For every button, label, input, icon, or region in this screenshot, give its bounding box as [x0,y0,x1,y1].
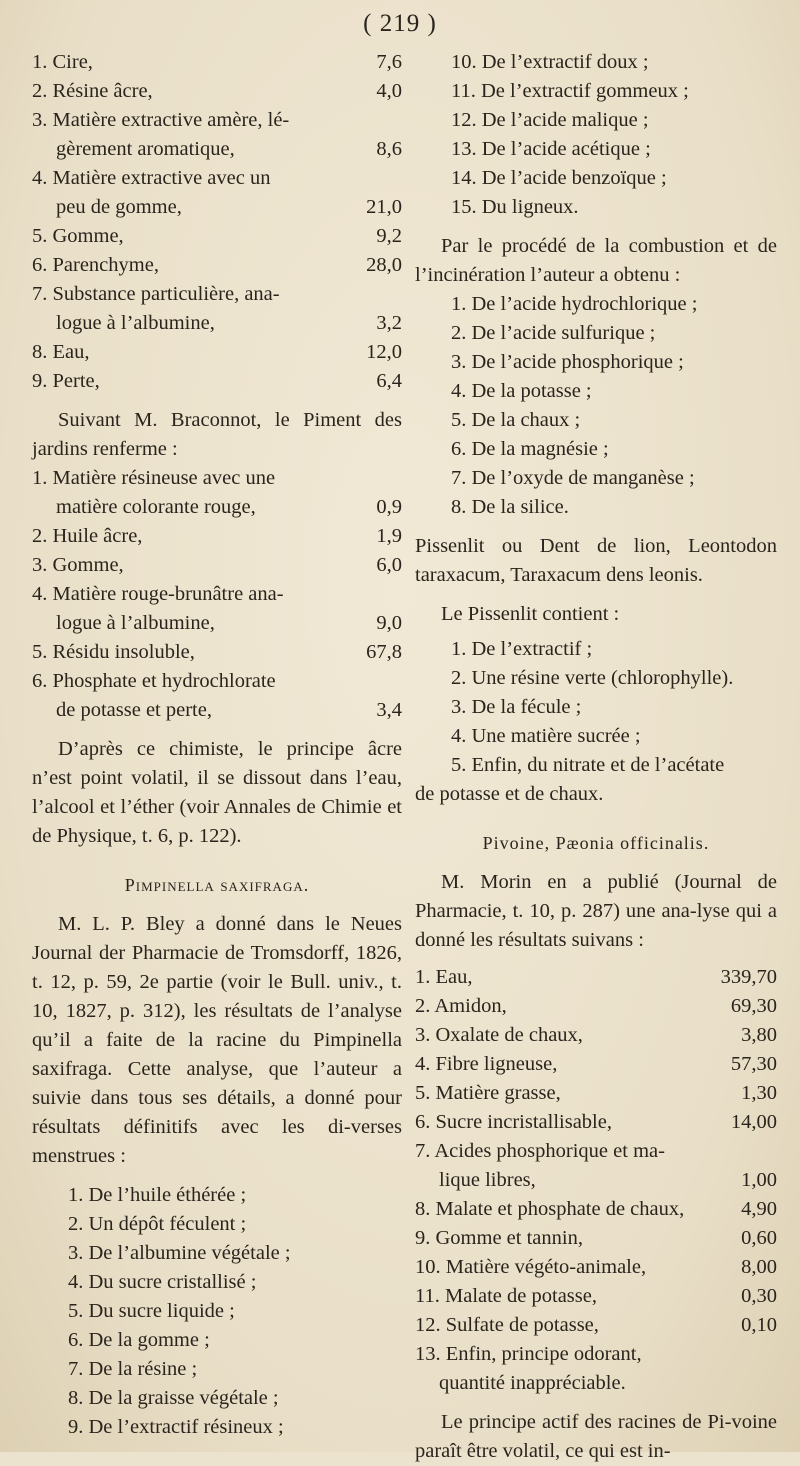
piment-label: 2. Huile âcre, [32,525,143,547]
pivoine-label: lique libres, [439,1169,536,1191]
piment-label: 5. Résidu insoluble, [32,641,195,663]
piment-value: 1,9 [376,525,402,547]
capsicum-value: 7,6 [376,51,402,73]
incineration-item: 7. De l’oxyde de manganèse ; [451,467,695,489]
pivoine-label: 4. Fibre ligneuse, [415,1053,558,1075]
piment-row [32,609,402,638]
incineration-item: 4. De la potasse ; [451,380,592,402]
pimpinella-item: 1. De l’huile éthérée ; [68,1184,247,1206]
capsicum-row [32,251,402,280]
pivoine-row [415,1369,777,1398]
pivoine-value: 3,80 [741,1024,777,1046]
extract-item: 11. De l’extractif gommeux ; [451,80,689,102]
capsicum-row [32,164,402,193]
capsicum-row [32,367,402,396]
incineration-item: 8. De la silice. [451,496,569,518]
pivoine-row [415,1282,777,1311]
incineration-item: 2. De l’acide sulfurique ; [451,322,656,344]
capsicum-label: 8. Eau, [32,341,90,363]
pivoine-row [415,1079,777,1108]
pivoine-label: 10. Matière végéto-animale, [415,1256,647,1278]
capsicum-row [32,106,402,135]
capsicum-label: 1. Cire, [32,51,93,73]
pivoine-label: 7. Acides phosphorique et ma- [415,1140,665,1162]
pimpinella-item: 7. De la résine ; [68,1358,198,1380]
capsicum-row [32,222,402,251]
pissenlit-heading-paragraph: Pissenlit ou Dent de lion, Leontodon taraxacum, Taraxacum dens leonis. [415,535,777,586]
pivoine-value: 0,10 [741,1314,777,1336]
pivoine-row [415,1253,777,1282]
pivoine-label: 9. Gomme et tannin, [415,1227,583,1249]
pivoine-label: 3. Oxalate de chaux, [415,1024,583,1046]
piment-value: 6,0 [376,554,402,576]
pivoine-label: 12. Sulfate de potasse, [415,1314,599,1336]
capsicum-label: 6. Parenchyme, [32,254,159,276]
pivoine-label: 1. Eau, [415,966,473,988]
pivoine-row [415,1224,777,1253]
pivoine-label: 6. Sucre incristallisable, [415,1111,612,1133]
pivoine-value: 339,70 [720,966,777,988]
piment-label: logue à l’albumine, [56,612,215,634]
pivoine-row [415,1108,777,1137]
pimpinella-heading: Pimpinella saxifraga. [124,875,310,895]
capsicum-row [32,193,402,222]
piment-row [32,696,402,725]
capsicum-label: 4. Matière extractive avec un [32,167,271,189]
pivoine-label: 11. Malate de potasse, [415,1285,597,1307]
piment-label: 3. Gomme, [32,554,124,576]
piment-value: 9,0 [376,612,402,634]
pivoine-row [415,1021,777,1050]
continued-results-list [415,48,777,222]
capsicum-value: 9,2 [376,225,402,247]
pissenlit-list [415,635,777,780]
capsicum-label: gèrement aromatique, [56,138,235,160]
pivoine-label: quantité inappréciable. [439,1372,626,1394]
piment-row [32,464,402,493]
piment-label: de potasse et perte, [56,699,212,721]
capsicum-label: 2. Résine âcre, [32,80,153,102]
piment-row [32,580,402,609]
piment-label: matière colorante rouge, [56,496,256,518]
piment-analysis-table [32,464,402,725]
capsicum-value: 3,2 [376,312,402,334]
piment-label: 1. Matière résineuse avec une [32,467,276,489]
pimpinella-item: 3. De l’albumine végétale ; [68,1242,291,1264]
pivoine-value: 0,60 [741,1227,777,1249]
capsicum-row [32,48,402,77]
pivoine-label: 13. Enfin, principe odorant, [415,1343,642,1365]
pivoine-label: 5. Matière grasse, [415,1082,561,1104]
pimpinella-item: 2. Un dépôt féculent ; [68,1213,247,1235]
pivoine-row [415,1311,777,1340]
right-column [415,48,777,1466]
pissenlit-contains-paragraph: Le Pissenlit contient : [441,603,620,625]
pissenlit-item: 4. Une matière sucrée ; [451,725,641,747]
pimpinella-results-list [32,1181,402,1442]
pivoine-label: 2. Amidon, [415,995,507,1017]
braconnot-paragraph: Suivant M. Braconnot, le Piment des jardins renferme : [32,409,402,460]
piment-label: 6. Phosphate et hydrochlorate [32,670,276,692]
capsicum-value: 4,0 [376,80,402,102]
pivoine-value: 69,30 [730,995,777,1017]
pimpinella-item: 5. Du sucre liquide ; [68,1300,235,1322]
piment-row [32,522,402,551]
pivoine-row [415,1340,777,1369]
capsicum-label: 5. Gomme, [32,225,124,247]
capsicum-value: 12,0 [366,341,402,363]
capsicum-label: 3. Matière extractive amère, lé- [32,109,290,131]
pivoine-heading: Pivoine, Pæonia officinalis. [482,833,710,853]
capsicum-analysis-table [32,48,402,396]
extract-item: 13. De l’acide acétique ; [451,138,651,160]
pissenlit-item: 5. Enfin, du nitrate et de l’acétate [451,754,725,776]
capsicum-value: 8,6 [376,138,402,160]
piment-value: 3,4 [376,699,402,721]
pivoine-row [415,992,777,1021]
pimpinella-item: 9. De l’extractif résineux ; [68,1416,284,1438]
page-number: ( 219 ) [363,10,437,37]
capsicum-label: 7. Substance particulière, ana- [32,283,280,305]
bley-paragraph: M. L. P. Bley a donné dans le Neues Journal der Pharmacie de Tromsdorff, 1826, t. 12, p. 59, 2e partie (voir le Bull. univ., t. 10, 1827, p. 312), les résultats de l’analyse qu’il a faite de la racine du Pimpinella saxifraga. Cette analyse, que l’auteur a suivie dans tous ses détails, a donné pour résultats définitifs avec les di-verses menstrues : [32,913,402,1167]
pivoine-row [415,1195,777,1224]
incineration-item: 5. De la chaux ; [451,409,581,431]
pivoine-value: 8,00 [741,1256,777,1278]
incineration-item: 3. De l’acide phosphorique ; [451,351,684,373]
extract-item: 14. De l’acide benzoïque ; [451,167,667,189]
incineration-results-list [415,290,777,522]
pivoine-row [415,1166,777,1195]
piment-label: 4. Matière rouge-brunâtre ana- [32,583,284,605]
pimpinella-item: 8. De la graisse végétale ; [68,1387,279,1409]
capsicum-row [32,77,402,106]
piment-row [32,493,402,522]
pivoine-value: 14,00 [730,1111,777,1133]
pimpinella-item: 4. Du sucre cristallisé ; [68,1271,257,1293]
incineration-item: 1. De l’acide hydrochlorique ; [451,293,698,315]
piment-row [32,551,402,580]
piment-row [32,667,402,696]
pivoine-value: 0,30 [741,1285,777,1307]
acrid-principle-paragraph: D’après ce chimiste, le principe âcre n’est point volatil, il se dissout dans l’eau, l’alcool et l’éther (voir Annales de Chimie et de Physique, t. 6, p. 122). [32,738,402,847]
extract-item: 10. De l’extractif doux ; [451,51,649,73]
pissenlit-list-continuation: de potasse et de chaux. [415,783,604,805]
pivoine-value: 57,30 [730,1053,777,1075]
pivoine-value: 4,90 [741,1198,777,1220]
pivoine-active-principle-paragraph: Le principe actif des racines de Pi-voine paraît être volatil, ce qui est in- [415,1411,777,1462]
pivoine-row [415,1137,777,1166]
capsicum-row [32,309,402,338]
extract-item: 12. De l’acide malique ; [451,109,649,131]
capsicum-row [32,338,402,367]
pimpinella-item: 6. De la gomme ; [68,1329,210,1351]
piment-value: 0,9 [376,496,402,518]
pivoine-analysis-table [415,963,777,1398]
capsicum-value: 21,0 [366,196,402,218]
incineration-paragraph: Par le procédé de la combustion et de l’incinération l’auteur a obtenu : [415,235,777,286]
piment-row [32,638,402,667]
pissenlit-item: 3. De la fécule ; [451,696,582,718]
left-column [32,48,402,1442]
capsicum-row [32,280,402,309]
pissenlit-item: 1. De l’extractif ; [451,638,593,660]
pivoine-label: 8. Malate et phosphate de chaux, [415,1198,685,1220]
morin-paragraph: M. Morin en a publié (Journal de Pharmacie, t. 10, p. 287) une ana-lyse qui a donné les résultats suivans : [415,871,777,951]
pivoine-row [415,1050,777,1079]
capsicum-label: 9. Perte, [32,370,100,392]
pivoine-row [415,963,777,992]
capsicum-value: 6,4 [376,370,402,392]
pivoine-value: 1,30 [741,1082,777,1104]
incineration-item: 6. De la magnésie ; [451,438,609,460]
extract-item: 15. Du ligneux. [451,196,579,218]
pivoine-value: 1,00 [741,1169,777,1191]
capsicum-label: peu de gomme, [56,196,182,218]
capsicum-row [32,135,402,164]
capsicum-value: 28,0 [366,254,402,276]
pissenlit-item: 2. Une résine verte (chlorophylle). [451,667,734,689]
capsicum-label: logue à l’albumine, [56,312,215,334]
piment-value: 67,8 [366,641,402,663]
